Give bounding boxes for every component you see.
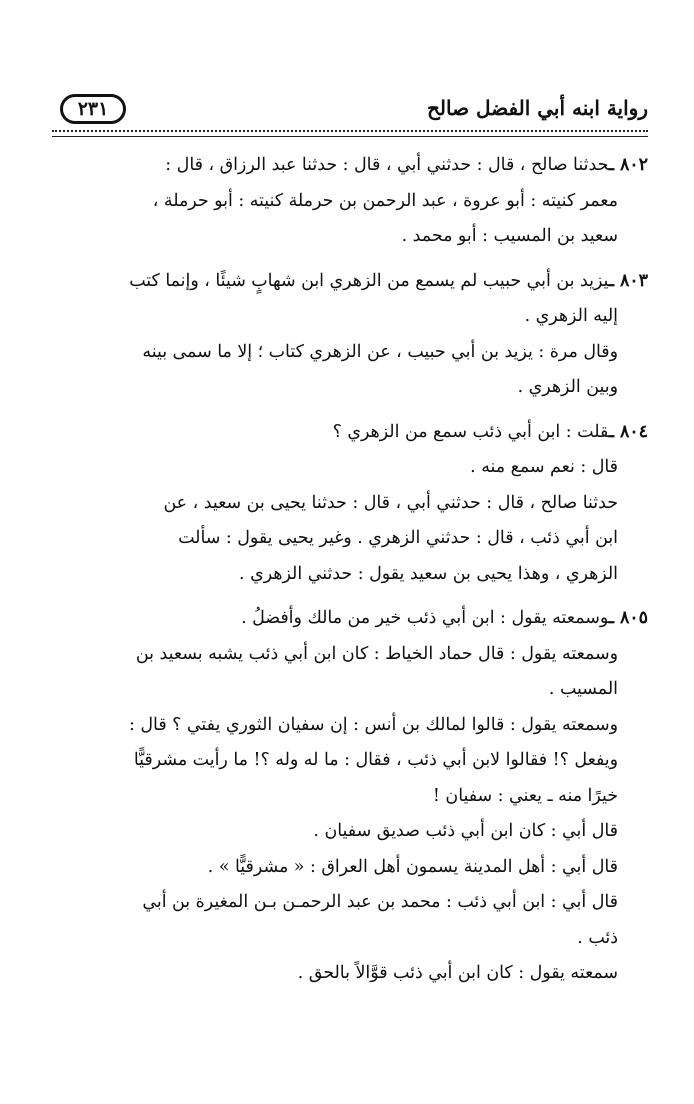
entry-number: ٨٠٤ ـ: [608, 421, 648, 442]
page-number-badge: ٢٣١: [60, 94, 126, 124]
entry-802: [52, 148, 648, 255]
text-line: معمر كنيته : أبو عروة ، عبد الرحمن بن حرملة كنيته : أبو حرملة ،: [152, 190, 618, 211]
text-line: وسمعته يقول : قالوا لمالك بن أنس : إن سفيان الثوري يفتي ؟ قال :: [129, 714, 618, 735]
text-line: إليه الزهري .: [524, 306, 618, 326]
text-line: ابن أبي ذئب ، قال : حدثني الزهري . وغير يحيى يقول : سألت: [178, 528, 618, 548]
text-line: وسمعته يقول : قال حماد الخياط : كان ابن أبي ذئب يشبه بسعيد بن: [135, 643, 618, 664]
entry-text: قلت : ابن أبي ذئب سمع من الزهري ؟: [332, 421, 609, 442]
text-line: [52, 601, 648, 637]
text-line: قال أبي : أهل المدينة يسمون أهل العراق : « مشرقيًّا » .: [207, 856, 618, 877]
page-body: [52, 148, 648, 992]
text-line: سعيد بن المسيب : أبو محمد .: [401, 226, 618, 246]
entry-804: [52, 415, 648, 593]
text-line: ذئب .: [577, 927, 618, 948]
text-line: المسيب .: [548, 679, 618, 699]
entry-text: يزيد بن أبي حبيب لم يسمع من الزهري ابن شهابٍ شيئًا ، وإنما كتب: [129, 270, 609, 291]
text-line: قال : نعم سمع منه .: [470, 457, 618, 477]
text-line: الزهري ، وهذا يحيى بن سعيد يقول : حدثني الزهري .: [239, 563, 618, 584]
text-line: وبين الزهري .: [517, 377, 618, 397]
page-header: [52, 92, 648, 134]
entry-803: [52, 264, 648, 406]
entry-number: ٨٠٥ ـ: [608, 608, 648, 628]
text-line: ويفعل ؟! فقالوا لابن أبي ذئب ، فقال : ما له وله ؟! ما رأيت مشرقيًّا: [133, 750, 618, 770]
entry-number: ٨٠٣ ـ: [608, 270, 648, 291]
text-line: قال أبي : كان ابن أبي ذئب صديق سفيان .: [313, 821, 618, 841]
book-page: [52, 92, 648, 1001]
running-title: رواية ابنه أبي الفضل صالح: [426, 96, 648, 120]
text-line: [52, 415, 648, 451]
text-line: خيرًا منه ـ يعني : سفيان !: [432, 785, 618, 806]
text-line: حدثنا صالح ، قال : حدثني أبي ، قال : حدثنا يحيى بن سعيد ، عن: [163, 492, 618, 513]
entry-805: [52, 601, 648, 992]
text-line: قال أبي : ابن أبي ذئب : محمد بن عبد الرحمـن بـن المغيرة بن أبي: [142, 892, 618, 912]
text-line: وقال مرة : يزيد بن أبي حبيب ، عن الزهري كتاب ؛ إلا ما سمى بينه: [142, 341, 618, 362]
text-line: سمعته يقول : كان ابن أبي ذئب قوَّالاً بالحق .: [297, 963, 618, 983]
entry-text: حدثنا صالح ، قال : حدثني أبي ، قال : حدثنا عبد الرزاق ، قال :: [165, 155, 609, 175]
header-divider: [52, 130, 648, 137]
text-line: [52, 148, 648, 184]
entry-text: وسمعته يقول : ابن أبي ذئب خير من مالك وأفضلُ .: [241, 608, 609, 628]
entry-number: ٨٠٢ ـ: [608, 155, 648, 175]
text-line: [52, 264, 648, 300]
